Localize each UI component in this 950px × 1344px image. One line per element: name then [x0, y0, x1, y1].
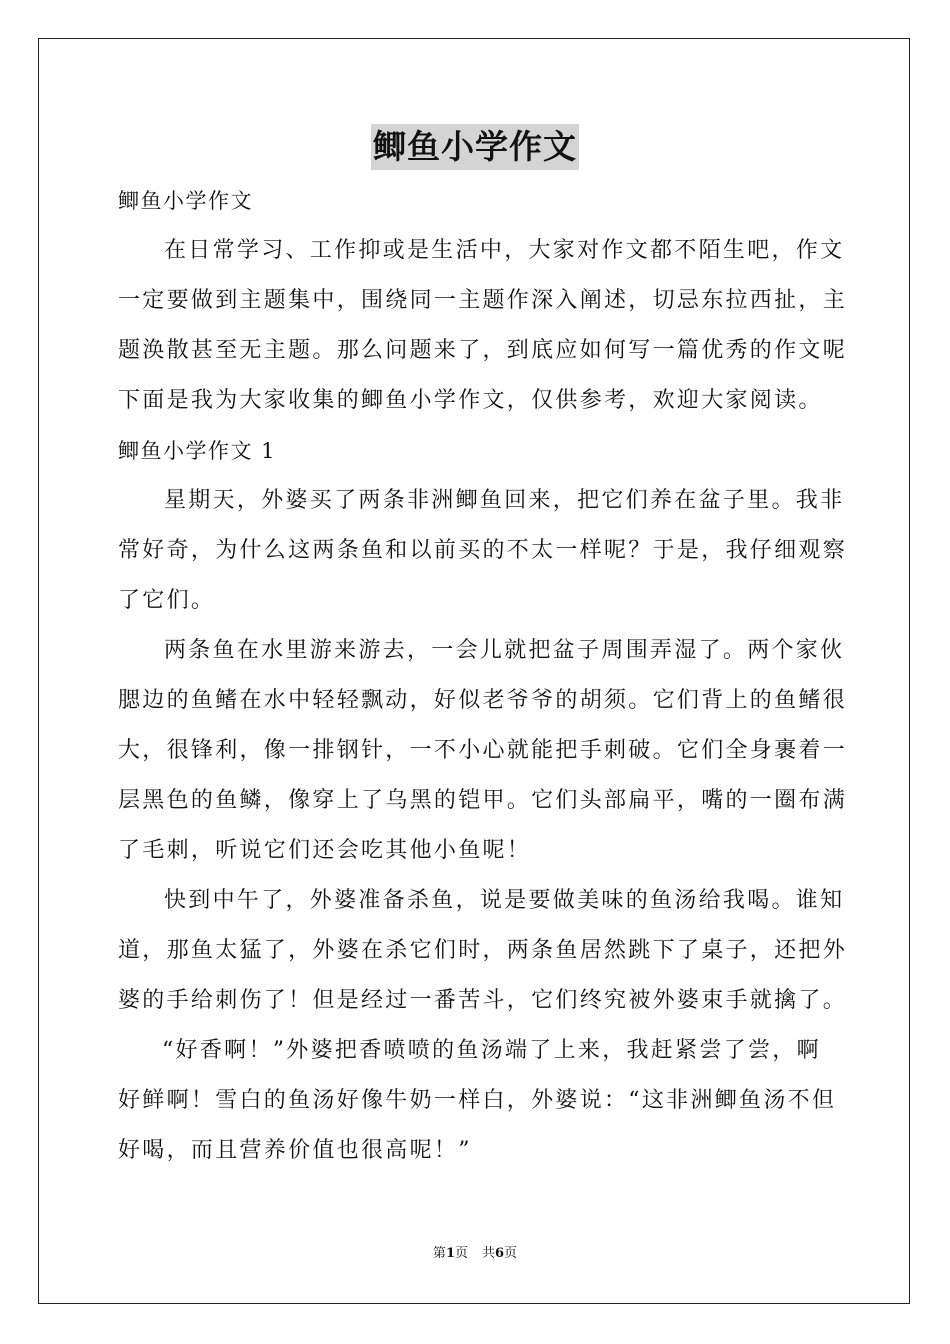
text-line: “好香啊！”外婆把香喷喷的鱼汤端了上来，我赶紧尝了尝，啊 — [162, 1038, 821, 1063]
text-line: 婆的手给刺伤了！但是经过一番苦斗，它们终究被外婆束手就擒了。 — [118, 988, 848, 1013]
paragraph — [118, 626, 848, 876]
page-number-prefix: 第 — [432, 1246, 446, 1261]
heading-text: 鲫鱼小学作文 — [118, 189, 253, 213]
page-total-suffix: 页 — [504, 1246, 518, 1261]
title-block — [0, 124, 950, 170]
page-footer — [0, 1244, 950, 1264]
document-body — [118, 176, 848, 1176]
text-line: 腮边的鱼鳍在水中轻轻飘动，好似老爷爷的胡须。它们背上的鱼鳍很 — [118, 688, 848, 713]
section-heading — [118, 426, 832, 476]
page-number-current: 1 — [445, 1246, 455, 1261]
text-line: 了它们。 — [118, 588, 216, 613]
paragraph — [118, 1026, 837, 1176]
text-line: 下面是我为大家收集的鲫鱼小学作文，仅供参考，欢迎大家阅读。 — [118, 388, 823, 413]
paragraph — [118, 476, 848, 626]
text-line: 一定要做到主题集中，围绕同一主题作深入阐述，切忌东拉西扯，主 — [118, 288, 848, 313]
text-line: 道，那鱼太猛了，外婆在杀它们时，两条鱼居然跳下了桌子，还把外 — [118, 938, 848, 963]
paragraph — [118, 226, 848, 426]
text-line: 常好奇，为什么这两条鱼和以前买的不太一样呢？于是，我仔细观察 — [118, 538, 848, 563]
page-total-count: 6 — [495, 1246, 505, 1261]
document-title: 鲫鱼小学作文 — [371, 124, 579, 170]
text-line: 在日常学习、工作抑或是生活中，大家对作文都不陌生吧，作文 — [164, 238, 845, 263]
text-line: 好鲜啊！雪白的鱼汤好像牛奶一样白，外婆说：“这非洲鲫鱼汤不但 — [118, 1088, 837, 1113]
heading-text: 鲫鱼小学作文 1 — [118, 439, 277, 463]
text-line: 好喝，而且营养价值也很高呢！” — [118, 1138, 472, 1163]
text-line: 了毛刺，听说它们还会吃其他小鱼呢！ — [118, 838, 532, 863]
text-line: 星期天，外婆买了两条非洲鲫鱼回来，把它们养在盆子里。我非 — [164, 488, 845, 513]
text-line: 快到中午了，外婆准备杀鱼，说是要做美味的鱼汤给我喝。谁知 — [164, 888, 845, 913]
text-line: 题涣散甚至无主题。那么问题来了，到底应如何写一篇优秀的作文呢 — [118, 338, 848, 363]
text-line: 层黑色的鱼鳞，像穿上了乌黑的铠甲。它们头部扁平，嘴的一圈布满 — [118, 788, 848, 813]
section-heading — [118, 176, 832, 226]
page-number-suffix: 页 — [454, 1246, 468, 1261]
text-line: 大，很锋利，像一排钢针，一不小心就能把手刺破。它们全身裹着一 — [118, 738, 848, 763]
page-total-prefix: 共 — [482, 1246, 496, 1261]
paragraph — [118, 876, 848, 1026]
text-line: 两条鱼在水里游来游去，一会儿就把盆子周围弄湿了。两个家伙 — [164, 638, 845, 663]
